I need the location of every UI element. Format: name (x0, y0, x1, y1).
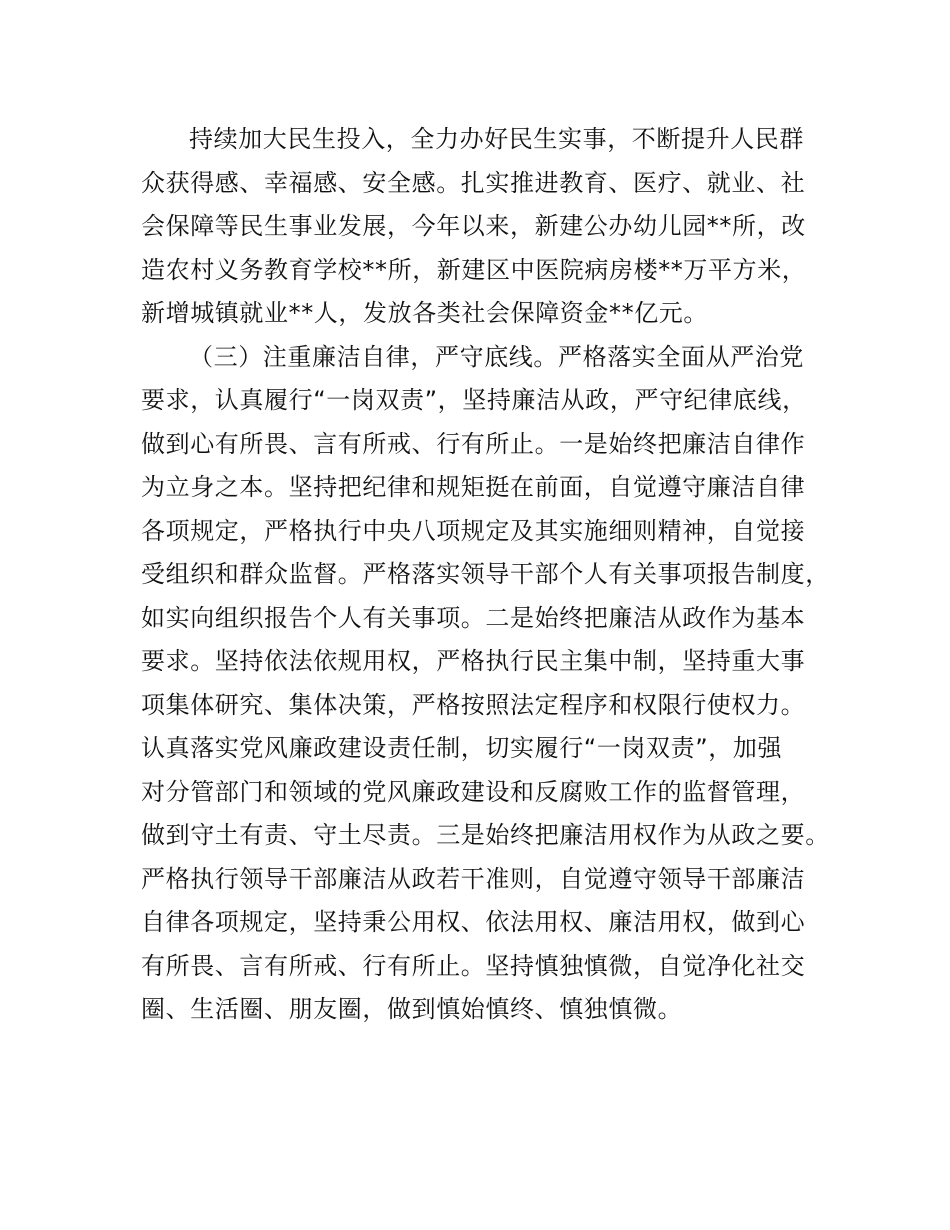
text-line: 项集体研究、集体决策，严格按照法定程序和权限行使权力。 (141, 690, 806, 719)
text-line: 要求。坚持依法依规用权，严格执行民主集中制，坚持重大事 (141, 647, 806, 675)
text-line: 为立身之本。坚持把纪律和规矩挺在前面，自觉遵守廉洁自律 (141, 473, 806, 501)
paragraph-livelihood (141, 118, 841, 336)
text-line: （三）注重廉洁自律，严守底线。严格落实全面从严治党 (189, 342, 804, 371)
document-body (141, 118, 841, 1032)
paragraph-integrity (141, 336, 841, 1032)
text-line: 造农村义务教育学校**所，新建区中医院病房楼**万平方米， (141, 255, 807, 284)
text-line: 新增城镇就业**人，发放各类社会保障资金**亿元。 (141, 299, 708, 327)
text-line: 如实向组织报告个人有关事项。二是始终把廉洁从政作为基本 (141, 603, 806, 632)
text-line: 各项规定，严格执行中央八项规定及其实施细则精神，自觉接 (141, 516, 806, 545)
text-line: 认真落实党风廉政建设责任制，切实履行“一岗双责”，加强 (141, 734, 783, 762)
text-line: 会保障等民生事业发展，今年以来，新建公办幼儿园**所，改 (141, 212, 806, 240)
text-line: 受组织和群众监督。严格落实领导干部个人有关事项报告制度， (141, 560, 830, 588)
text-line: 持续加大民生投入，全力办好民生实事，不断提升人民群 (189, 125, 804, 153)
text-line: 众获得感、幸福感、安全感。扎实推进教育、医疗、就业、社 (141, 168, 806, 197)
text-line: 要求，认真履行“一岗双责”，坚持廉洁从政，严守纪律底线， (141, 386, 807, 414)
text-line: 做到心有所畏、言有所戒、行有所止。一是始终把廉洁自律作 (141, 429, 806, 458)
text-line: 自律各项规定，坚持秉公用权、依法用权、廉洁用权，做到心 (141, 908, 806, 936)
text-line: 做到守土有责、守土尽责。三是始终把廉洁用权作为从政之要。 (141, 821, 830, 849)
text-line: 严格执行领导干部廉洁从政若干准则，自觉遵守领导干部廉洁 (141, 864, 806, 893)
text-line: 对分管部门和领域的党风廉政建设和反腐败工作的监督管理， (141, 777, 806, 806)
text-line: 有所畏、言有所戒、行有所止。坚持慎独慎微，自觉净化社交 (141, 951, 806, 980)
text-line: 圈、生活圈、朋友圈，做到慎始慎终、慎独慎微。 (141, 995, 683, 1023)
